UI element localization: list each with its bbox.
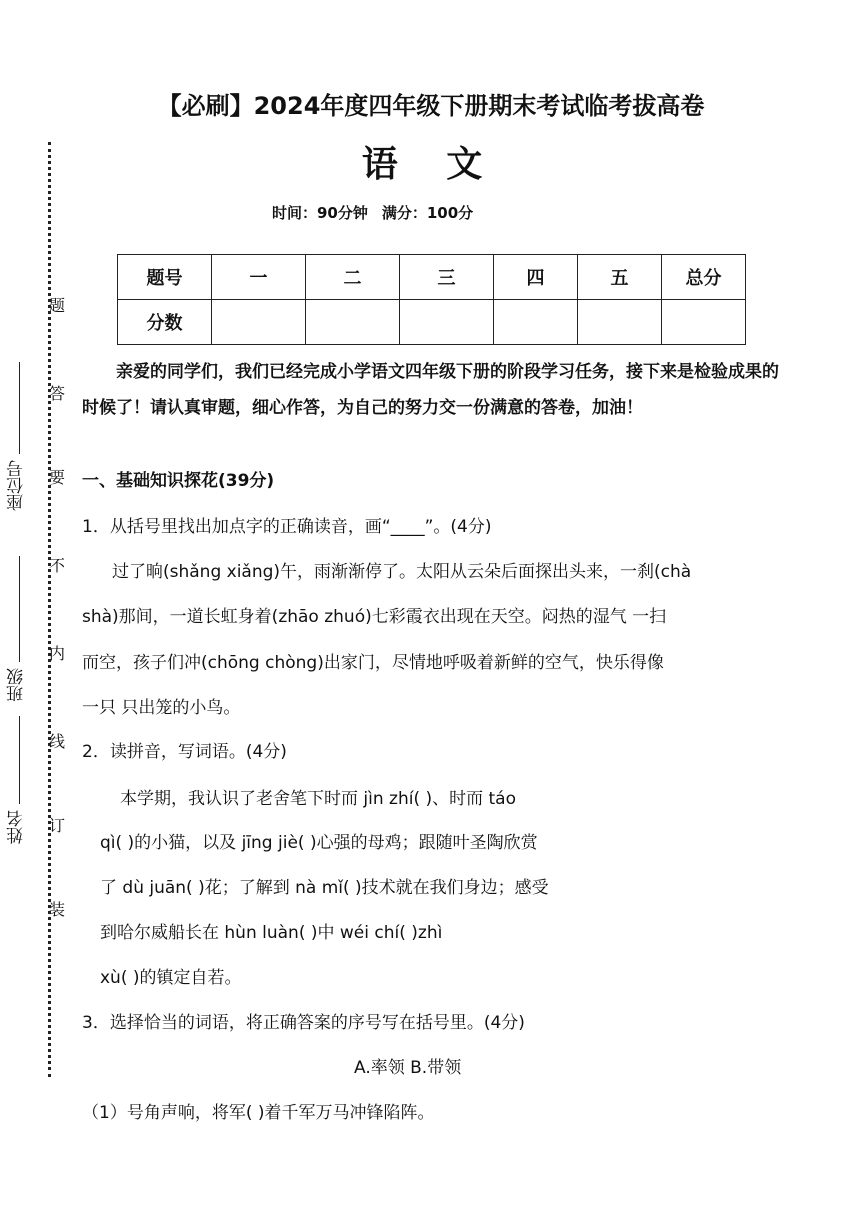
score-table-score-row	[118, 300, 746, 345]
seal-char: 线	[48, 732, 65, 751]
question-1-line: 而空，孩子们冲(chōng chòng)出家门，尽情地呼吸着新鲜的空气，快乐得像	[82, 653, 664, 673]
seat-number-label: 座位号	[7, 460, 27, 511]
score-row-label: 分数	[118, 300, 212, 345]
header-cell: 四	[494, 255, 578, 300]
seal-char: 订	[48, 816, 65, 835]
exam-time: 时间：90分钟	[272, 204, 368, 222]
header-cell: 三	[400, 255, 494, 300]
score-table	[117, 254, 746, 345]
header-cell: 题号	[118, 255, 212, 300]
total-score-cell[interactable]	[662, 300, 746, 345]
question-2-line: xù( )的镇定自若。	[100, 968, 242, 988]
question-2-line: qì( )的小猫，以及 jīng jiè( )心强的母鸡；跟随叶圣陶欣赏	[100, 833, 538, 853]
question-1-line: shà)那间，一道长虹身着(zhāo zhuó)七彩霞衣出现在天空。闷热的湿气 一扫	[82, 607, 667, 627]
intro-paragraph	[82, 354, 782, 426]
seat-number-blank[interactable]	[19, 362, 20, 454]
header-cell: 二	[306, 255, 400, 300]
question-2-line: 本学期，我认识了老舍笔下时而 jìn zhí( )、时而 táo	[120, 789, 517, 809]
class-label: 班级	[7, 668, 27, 702]
score-cell[interactable]	[400, 300, 494, 345]
exam-meta	[272, 202, 473, 223]
seal-char: 要	[48, 468, 65, 487]
question-3-options: A.率领 B.带领	[354, 1058, 462, 1078]
exam-title: 【必刷】2024年度四年级下册期末考试临考拔高卷	[157, 92, 705, 120]
header-cell: 总分	[662, 255, 746, 300]
question-1-line: 过了晌(shǎng xiǎng)午，雨渐渐停了。太阳从云朵后面探出头来，一刹(chà	[112, 562, 692, 582]
question-2-title: 2．读拼音，写词语。(4分)	[82, 742, 287, 762]
class-blank[interactable]	[19, 556, 20, 662]
exam-full-score: 满分：100分	[381, 204, 474, 222]
seal-char: 不	[48, 556, 65, 575]
question-3-item: （1）号角声响，将军( )着千军万马冲锋陷阵。	[82, 1103, 435, 1123]
score-cell[interactable]	[578, 300, 662, 345]
subject-title: 语 文	[361, 144, 501, 185]
seal-char: 内	[48, 644, 65, 663]
section-title: 一、基础知识探花(39分)	[82, 471, 275, 491]
question-1-title: 1．从括号里找出加点字的正确读音，画“____”。(4分)	[82, 517, 492, 537]
name-blank[interactable]	[19, 716, 20, 804]
score-cell[interactable]	[306, 300, 400, 345]
question-2-line: 了 dù juān( )花；了解到 nà mǐ( )技术就在我们身边；感受	[100, 878, 549, 898]
score-cell[interactable]	[212, 300, 306, 345]
seal-char: 答	[48, 384, 65, 403]
name-label: 姓名	[7, 810, 27, 844]
score-cell[interactable]	[494, 300, 578, 345]
header-cell: 一	[212, 255, 306, 300]
binding-dotted-line	[48, 142, 51, 1077]
question-3-title: 3．选择恰当的词语，将正确答案的序号写在括号里。(4分)	[82, 1013, 525, 1033]
header-cell: 五	[578, 255, 662, 300]
question-2-line: 到哈尔威船长在 hùn luàn( )中 wéi chí( )zhì	[100, 923, 443, 943]
seal-char: 装	[48, 900, 65, 919]
score-table-header-row	[118, 255, 746, 300]
question-1-line: 一只 只出笼的小鸟。	[82, 698, 241, 718]
intro-text: 亲爱的同学们，我们已经完成小学语文四年级下册的阶段学习任务，接下来是检验成果的时候了！请认真审题，细心作答，为自己的努力交一份满意的答卷，加油！	[82, 362, 779, 418]
seal-char: 题	[48, 296, 65, 315]
